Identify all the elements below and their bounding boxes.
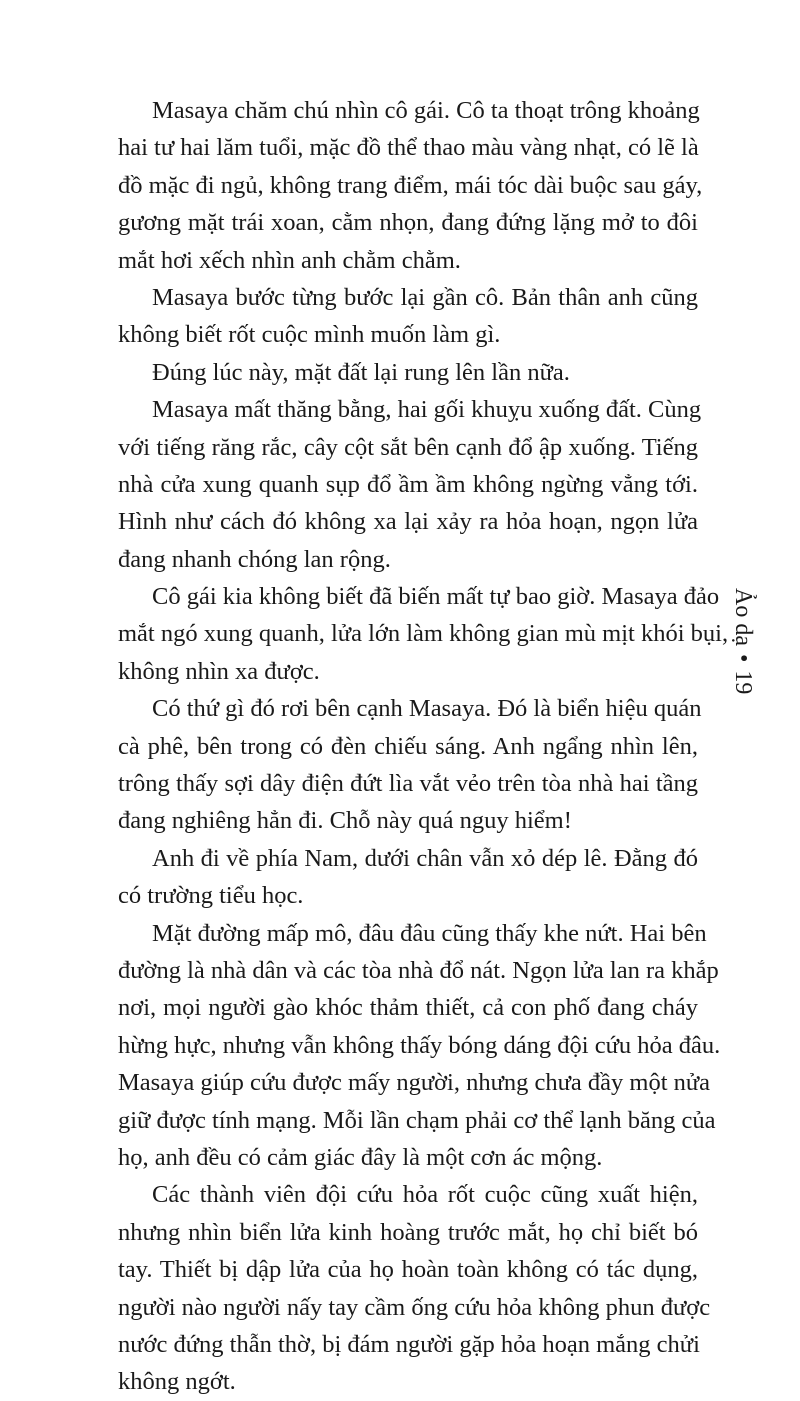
running-head (728, 588, 758, 718)
text-line: họ, anh đều có cảm giác đây là một cơn ác mộng. (118, 1143, 603, 1171)
text-line: Các thành viên đội cứu hỏa rốt cuộc cũng xuất hiện, (152, 1181, 698, 1209)
text-line: nhưng nhìn biển lửa kinh hoàng trước mắt, họ chỉ biết bó (118, 1218, 698, 1246)
text-line: nhà cửa xung quanh sụp đổ ầm ầm không ngừng vẳng tới. (118, 470, 698, 498)
text-line: nơi, mọi người gào khóc thảm thiết, cả con phố đang cháy (118, 994, 698, 1022)
text-line: có trường tiểu học. (118, 882, 304, 910)
text-line: cà phê, bên trong có đèn chiếu sáng. Anh ngẩng nhìn lên, (118, 732, 698, 760)
text-line: Masaya bước từng bước lại gần cô. Bản thân anh cũng (152, 283, 698, 311)
paragraph-1 (118, 92, 703, 279)
paragraph-7 (118, 840, 698, 915)
text-line: nước đứng thẫn thờ, bị đám người gặp hỏa hoạn mắng chửi (118, 1330, 700, 1358)
text-line: Có thứ gì đó rơi bên cạnh Masaya. Đó là biển hiệu quán (152, 695, 702, 723)
text-line: tay. Thiết bị dập lửa của họ hoàn toàn không có tác dụng, (118, 1256, 698, 1284)
paragraph-2 (118, 279, 698, 354)
text-line: hai tư hai lăm tuổi, mặc đồ thể thao màu vàng nhạt, có lẽ là (118, 134, 699, 162)
text-line: Hình như cách đó không xa lại xảy ra hỏa hoạn, ngọn lửa (118, 508, 698, 536)
text-line: mắt ngó xung quanh, lửa lớn làm không gian mù mịt khói bụi, (118, 620, 729, 648)
text-line: Cô gái kia không biết đã biến mất tự bao giờ. Masaya đảo (152, 583, 720, 611)
text-line: hừng hực, nhưng vẫn không thấy bóng dáng đội cứu hỏa đâu. (118, 1031, 721, 1059)
text-line: mắt hơi xếch nhìn anh chằm chằm. (118, 246, 461, 274)
running-head-text (728, 588, 758, 718)
book-page-body (118, 92, 729, 1401)
paragraph-5 (118, 578, 729, 690)
text-line: đang nhanh chóng lan rộng. (118, 545, 391, 573)
book-title: Ảo dạ (730, 588, 756, 646)
text-line: đường là nhà dân và các tòa nhà đổ nát. Ngọn lửa lan ra khắp (118, 956, 719, 984)
page-number: 19 (730, 670, 756, 695)
paragraph-8 (118, 915, 721, 1177)
text-line: Mặt đường mấp mô, đâu đâu cũng thấy khe nứt. Hai bên (152, 919, 707, 947)
text-line: Masaya giúp cứu được mấy người, nhưng chưa đầy một nửa (118, 1069, 711, 1097)
text-line: không ngớt. (118, 1368, 236, 1396)
separator-dot: • (730, 653, 756, 663)
text-line: gương mặt trái xoan, cằm nhọn, đang đứng lặng mở to đôi (118, 209, 698, 237)
text-line: với tiếng răng rắc, cây cột sắt bên cạnh đổ ập xuống. Tiếng (118, 433, 698, 461)
paragraph-3 (118, 354, 698, 391)
text-line: trông thấy sợi dây điện đứt lìa vắt vẻo trên tòa nhà hai tầng (118, 770, 698, 798)
text-line: giữ được tính mạng. Mỗi lần chạm phải cơ thể lạnh băng của (118, 1106, 716, 1134)
paragraph-4 (118, 391, 702, 578)
text-line: Anh đi về phía Nam, dưới chân vẫn xỏ dép lê. Đằng đó (152, 844, 698, 872)
text-line: Masaya chăm chú nhìn cô gái. Cô ta thoạt trông khoảng (152, 97, 700, 124)
text-line: đồ mặc đi ngủ, không trang điểm, mái tóc dài buộc sau gáy, (118, 171, 703, 199)
text-line: Masaya mất thăng bằng, hai gối khuỵu xuống đất. Cùng (152, 396, 702, 424)
paragraph-6 (118, 690, 702, 840)
text-line: không biết rốt cuộc mình muốn làm gì. (118, 321, 501, 349)
text-line: người nào người nấy tay cầm ống cứu hỏa không phun được (118, 1293, 711, 1321)
paragraph-9 (118, 1176, 711, 1400)
text-line: Đúng lúc này, mặt đất lại rung lên lần nữa. (152, 358, 570, 386)
text-line: đang nghiêng hẳn đi. Chỗ này quá nguy hiểm! (118, 807, 572, 835)
text-line: không nhìn xa được. (118, 657, 320, 685)
